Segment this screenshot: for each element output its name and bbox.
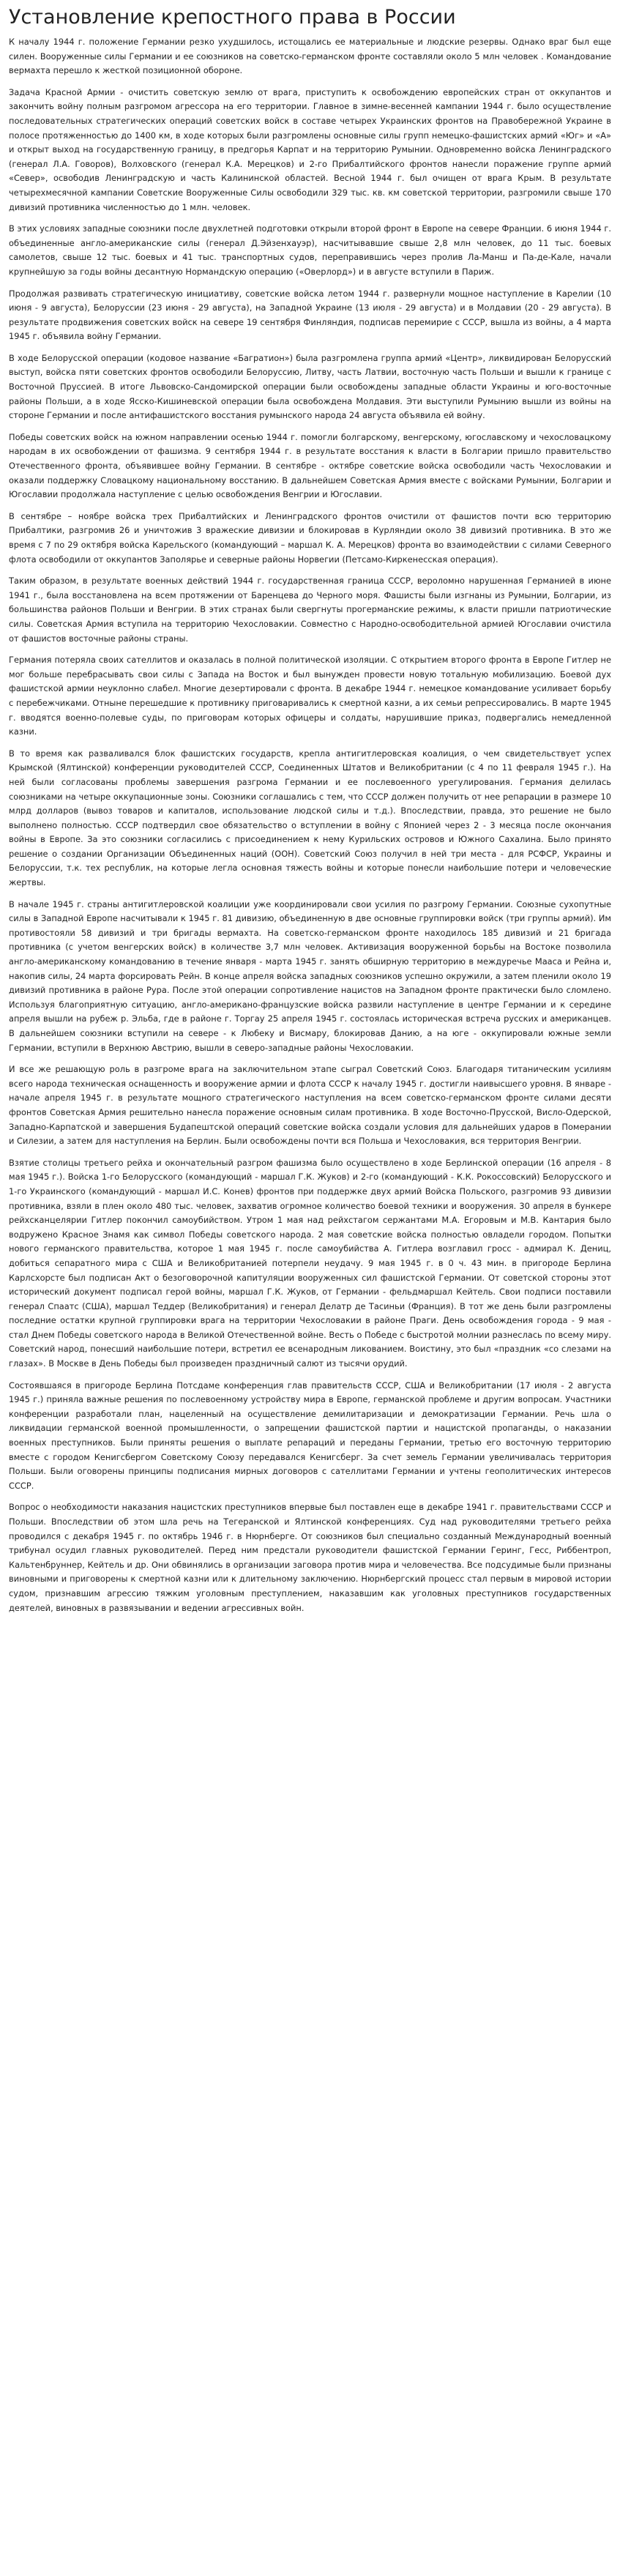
article-paragraph: Вопрос о необходимости наказания нацистских преступников впервые был поставлен еще в декабре 1941 г. правительствами СССР и Польши. Впоследствии об этом шла речь на Тегеранской и Ялтинской конференциях. Суд над руководителями третьего рейха проводился с декабря 1945 г. по октябрь 1946 г. в Нюрнберге. От союзников был специально созданный Международный военный трибунал осудил главных руководителей. Перед ним предстали руководители фашистской Германии Геринг, Гесс, Риббентроп, Кальтенбруннер, Кейтель и др. Они обвинялись в организации заговора против мира и человечества. Все подсудимые были признаны виновными и приговорены к смертной казни или к длительному заключению. Нюрнбергский процесс стал первым в мировой истории судом, признавшим агрессию тяжким уголовным преступлением, наказавшим как уголовных преступников государственных деятелей, виновных в развязывании и ведении агрессивных войн. <box>9 1502 611 1613</box>
article-paragraph: И все же решающую роль в разгроме врага на заключительном этапе сыграл Советский Союз. Благодаря титаническим усилиям всего народа техническая оснащенность и вооружение армии и флота СССР к началу 1945 г. достигли наивысшего уровня. В январе - начале апреля 1945 г. в результате мощного стратегического наступления на всем советско-германском фронте силами десяти фронтов Советская Армия решительно нанесла поражение основным силам противника. В ходе Восточно-Прусской, Висло-Одерской, Западно-Карпатской и завершения Будапештской операций советские войска создали условия для дальнейших ударов в Померании и Силезии, а затем для наступления на Берлин. Были освобождены почти вся Польша и Чехословакия, вся территория Венгрии. <box>9 1064 611 1147</box>
article-paragraph: В начале 1945 г. страны антигитлеровской коалиции уже координировали свои усилия по разгрому Германии. Союзные сухопутные силы в Западной Европе насчитывали к 1945 г. 81 дивизию, объединенную в две основные группировки войск (три группы армий). Им противостояли 58 дивизий и три бригады вермахта. На советско-германском фронте находилось 185 дивизий и 21 бригада противника (с учетом венгерских войск) в количестве 3,7 млн человек. Активизация вооруженной борьбы на Востоке позволила англо-американскому командованию в течение января - марта 1945 г. занять обширную территорию в междуречье Мааса и Рейна и, накопив силы, 24 марта форсировать Рейн. В конце апреля войска западных союзников успешно окружили, а затем пленили около 19 дивизий противника в районе Рура. После этой операции сопротивление нацистов на Западном фронте практически было сломлено. Используя благоприятную ситуацию, англо-американо-французские войска развили наступление в центре Германии и к середине апреля вышли на рубеж р. Эльба, где в районе г. Торгау 25 апреля 1945 г. состоялась историческая встреча русских и американцев. В дальнейшем союзники вступили на севере - к Любеку и Висмару, блокировав Данию, а на юге - оккупировали южные земли Германии, вступили в Верхнюю Австрию, вышли в северо-западные районы Чехословакии. <box>9 898 611 1053</box>
article-paragraph: Взятие столицы третьего рейха и окончательный разгром фашизма было осуществлено в ходе Берлинской операции (16 апреля - 8 мая 1945 г.). Войска 1-го Белорусского (командующий - маршал Г.К. Жуков) и 2-го (командующий - К.К. Рокоссовский) Белорусского и 1-го Украинского (командующий - маршал И.С. Конев) фронтов при поддержке двух армий Войска Польского, разгромив 93 дивизии противника, взяли в плен около 480 тыс. человек, захватив огромное количество боевой техники и вооружения. 30 апреля в бункере рейхсканцелярии Гитлер покончил самоубийством. Утром 1 мая над рейхстагом сержантами М.А. Егоровым и М.В. Кантария было водружено Красное Знамя как символ Победы советского народа. 2 мая советские войска полностью овладели городом. Попытки нового германского правительства, которое 1 мая 1945 г. после самоубийства А. Гитлера возглавил гросс - адмирал К. Дениц, добиться сепаратного мира с США и Великобританией потерпели неудачу. 9 мая 1945 г. в 0 ч. 43 мин. в пригороде Берлина Карлсхорсте был подписан Акт о безоговорочной капитуляции вооруженных сил фашистской Германии. От советской стороны этот исторический документ подписал герой войны, маршал Г.К. Жуков, от Германии - фельдмаршал Кейтель. Свои подписи поставили генерал Спаатс (США), маршал Теддер (Великобритания) и генерал Делатр де Тасиньи (Франция). В тот же день были разгромлены последние остатки крупной группировки врага на территории Чехословакии в районе Праги. День освобождения города - 9 мая - стал Днем Победы советского народа в Великой Отечественной войне. Весть о Победе с быстротой молнии разнеслась по всему миру. Советский народ, понесший наибольшие потери, встретил ее всенародным ликованием. Воистину, это был «праздник «со слезами на глазах». В Москве в День Победы был произведен праздничный салют из тысячи орудий. <box>9 1157 611 1369</box>
article-paragraph: Таким образом, в результате военных действий 1944 г. государственная граница СССР, вероломно нарушенная Германией в июне 1941 г., была восстановлена на всем протяжении от Баренцева до Черного моря. Фашисты были изгнаны из Румынии, Болгарии, из большинства районов Польши и Венгрии. В этих странах были свергнуты прогерманские режимы, к власти пришли патриотические силы. Советская Армия вступила на территорию Чехословакии. Совместно с Народно-освободительной армией Югославии очистила от фашистов восточные районы страны. <box>9 576 611 644</box>
article-body <box>9 35 611 1615</box>
article-paragraph: Победы советских войск на южном направлении осенью 1944 г. помогли болгарскому, венгерскому, югославскому и чехословацкому народам в их освобождении от фашизма. 9 сентября 1944 г. в результате восстания к власти в Болгарии пришло правительство Отечественного фронта, объявившее войну Германии. В сентябре - октябре советские войска освободили часть Чехословакии и оказали поддержку Словацкому национальному восстанию. В дальнейшем Советская Армия вместе с войсками Румынии, Болгарии и Югославии продолжала наступление с целью освобождения Венгрии и Югославии. <box>9 431 611 500</box>
article-paragraph: Задача Красной Армии - очистить советскую землю от врага, приступить к освобождению европейских стран от оккупантов и закончить войну полным разгромом агрессора на его территории. Главное в зимне-весенней кампании 1944 г. было осуществление последовательных стратегических операций советских войск в составе четырех Украинских фронтов на Правобережной Украине в полосе протяженностью до 1400 км, в ходе которых были разгромлены основные силы групп немецко-фашистских армий «Юг» и «А» и открыт выход на государственную границу, в предгорья Карпат и на территорию Румынии. Одновременно войска Ленинградского (генерал Л.А. Говоров), Волховского (генерал К.А. Мерецков) и 2-го Прибалтийского фронтов нанесли поражение группе армий «Север», освободив Ленинградскую и часть Калининской областей. Весной 1944 г. был очищен от врага Крым. В результате четырехмесячной кампании Советские Вооруженные Силы освободили 329 тыс. кв. км советской территории, разгромили свыше 170 дивизий противника численностью до 1 млн. человек. <box>9 86 611 212</box>
article-paragraph: В то время как разваливался блок фашистских государств, крепла антигитлеровская коалиция, о чем свидетельствует успех Крымской (Ялтинской) конференции руководителей СССР, Соединенных Штатов и Великобритании (с 4 по 11 февраля 1945 г.). На ней были согласованы проблемы завершения разгрома Германии и ее послевоенного урегулирования. Германия делилась союзниками на четыре оккупационные зоны. Союзники соглашались с тем, что СССР должен получить от нее репарации в размере 10 млрд долларов (вывоз товаров и капиталов, использование людской силы и т.д.). Впоследствии, правда, это решение не было выполнено полностью. СССР подтвердил свое обязательство о вступлении в войну с Японией через 2 - 3 месяца после окончания войны в Европе. За это союзники согласились с присоединением к нему Курильских островов и Южного Сахалина. Было принято решение о создании Организации Объединенных наций (ООН). Советский Союз получил в ней три места - для РСФСР, Украины и Белоруссии, т.к. тех республик, на которые легла основная тяжесть войны и которые понесли наибольшие потери и человеческие жертвы. <box>9 748 611 888</box>
article-paragraph: В ходе Белорусской операции (кодовое название «Багратион») была разгромлена группа армий «Центр», ликвидирован Белорусский выступ, войска пяти советских фронтов освободили Белоруссию, Литву, часть Латвии, восточную часть Польши и вышли к границе с Восточной Пруссией. В итоге Львовско-Сандомирской операции были освобождены западные области Украины и юго-восточные районы Польши, а в ходе Ясско-Кишиневской операции была освобождена Молдавия. Эти выступили Румынию вышли из войны на стороне Германии и после антифашистского восстания румынского народа 24 августа объявила ей войну. <box>9 352 611 421</box>
article-paragraph: Германия потеряла своих сателлитов и оказалась в полной политической изоляции. С открытием второго фронта в Европе Гитлер не мог больше перебрасывать свои силы с Запада на Восток и был вынужден провести новую тотальную мобилизацию. Боевой дух фашистской армии неуклонно слабел. Многие дезертировали с фронта. В декабре 1944 г. немецкое командование усиливает борьбу с перебежчиками. Отныне перешедшие к противнику приговаривались к смертной казни, а их семьи репрессировались. В марте 1945 г. вводятся военно-полевые суды, по приговорам которых офицеры и солдаты, нарушившие приказ, подвергались немедленной казни. <box>9 655 611 737</box>
article-paragraph: В сентябре – ноябре войска трех Прибалтийских и Ленинградского фронтов очистили от фашистов почти всю территорию Прибалтики, разгромив 26 и уничтожив 3 вражеские дивизии и блокировав в Курляндии около 38 дивизий противника. В это же время с 7 по 29 октября войска Карельского (командующий – маршал К. А. Мерецков) фронта во взаимодействии с силами Северного флота освободили от оккупантов Заполярье и северные районы Норвегии (Петсамо-Киркенесская операция). <box>9 510 611 565</box>
article-paragraph: Состоявшаяся в пригороде Берлина Потсдаме конференция глав правительств СССР, США и Великобритании (17 июля - 2 августа 1945 г.) приняла важные решения по послевоенному устройству мира в Европе, германской проблеме и другим вопросам. Участники конференции разработали план, нацеленный на осуществление демилитаризации и демократизации Германии. Речь шла о ликвидации германской военной промышленности, о запрещении фашистской партии и нацистской пропаганды, о наказании военных преступников. Были приняты решения о выплате репараций и переданы Германии, третью его восточную территорию вместе с городом Кенигсбергом Советскому Союзу передавался Кенигсберг. За счет земель Германии увеличивалась территория Польши. Были оговорены принципы подписания мирных договоров с сателлитами Германии и учтены геополитических интересов СССР. <box>9 1380 611 1491</box>
article-paragraph: Продолжая развивать стратегическую инициативу, советские войска летом 1944 г. развернули мощное наступление в Карелии (10 июня - 9 августа), Белоруссии (23 июня - 29 августа), на Западной Украине (13 июля - 29 августа) и в Молдавии (20 - 29 августа). В результате продвижения советских войск на севере 19 сентября Финляндия, подписав перемирие с СССР, вышла из войны, а 4 марта 1945 г. объявила войну Германии. <box>9 288 611 342</box>
article-paragraph: В этих условиях западные союзники после двухлетней подготовки открыли второй фронт в Европе на севере Франции. 6 июня 1944 г. объединенные англо-американские силы (генерал Д.Эйзенхауэр), насчитывавшие свыше 2,8 млн человек, до 11 тыс. боевых самолетов, свыше 12 тыс. боевых и 41 тыс. транспортных судов, переправившись через пролив Ла-Манш и Па-де-Кале, начали крупнейшую за годы войны десантную Нормандскую операцию («Оверлорд») и в августе вступили в Париж. <box>9 223 611 277</box>
article-title: Установление крепостного права в России <box>9 6 456 29</box>
article-paragraph: К началу 1944 г. положение Германии резко ухудшилось, истощались ее материальные и людские резервы. Однако враг был еще силен. Вооруженные силы Германии и ее союзников на советско-германском фронте составляли около 5 млн человек . Командование вермахта перешло к жесткой позиционной обороне. <box>9 37 611 76</box>
